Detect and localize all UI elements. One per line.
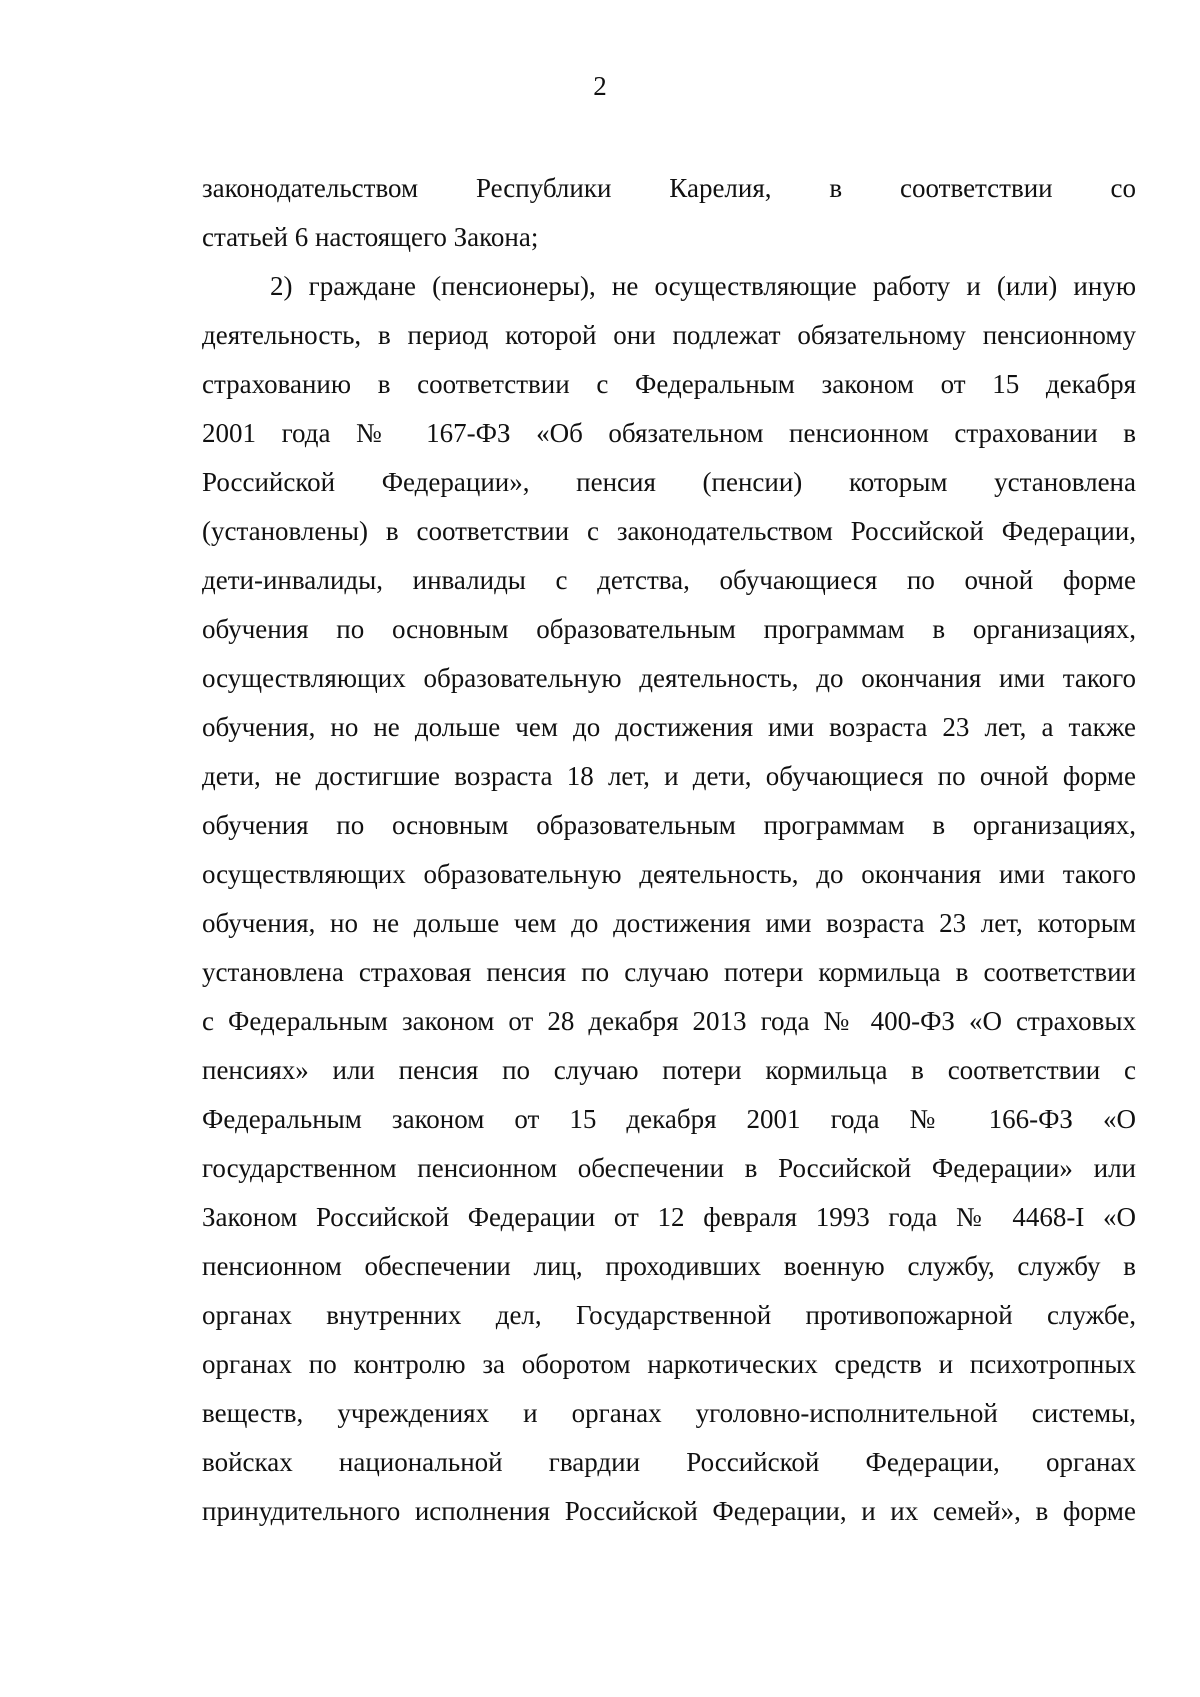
text-line: установлена страховая пенсия по случаю потери кормильца в соответствии [202,957,1136,987]
text-line: Законом Российской Федерации от 12 февраля 1993 года № 4468-I «О [202,1202,1136,1232]
text-line: пенсиях» или пенсия по случаю потери кормильца в соответствии с [202,1055,1136,1085]
text-line: органах по контролю за оборотом наркотических средств и психотропных [202,1349,1136,1379]
text-line: обучения по основным образовательным программам в организациях, [202,810,1136,840]
text-line: Федеральным законом от 15 декабря 2001 года № 166-ФЗ «О [202,1104,1136,1134]
text-line: дети, не достигшие возраста 18 лет, и дети, обучающиеся по очной форме [202,761,1136,791]
text-line: войсках национальной гвардии Российской Федерации, органах [202,1447,1136,1477]
text-line: законодательством Республики Карелия, в соответствии со [202,173,1136,203]
text-line: осуществляющих образовательную деятельность, до окончания ими такого [202,859,1136,889]
text-line: веществ, учреждениях и органах уголовно-исполнительной системы, [202,1398,1136,1428]
text-line: страхованию в соответствии с Федеральным законом от 15 декабря [202,369,1136,399]
text-line: с Федеральным законом от 28 декабря 2013 года № 400-ФЗ «О страховых [202,1006,1136,1036]
text-line: 2001 года № 167-ФЗ «Об обязательном пенсионном страховании в [202,418,1136,448]
text-line: Российской Федерации», пенсия (пенсии) которым установлена [202,467,1136,497]
text-line: статьей 6 настоящего Закона; [202,222,539,252]
text-line: пенсионном обеспечении лиц, проходивших военную службу, службу в [202,1251,1136,1281]
text-line: осуществляющих образовательную деятельность, до окончания ими такого [202,663,1136,693]
text-line: 2) граждане (пенсионеры), не осуществляющие работу и (или) иную [270,271,1136,301]
text-line: обучения, но не дольше чем до достижения ими возраста 23 лет, а также [202,712,1136,742]
text-line: принудительного исполнения Российской Федерации, и их семей», в форме [202,1496,1136,1526]
text-line: органах внутренних дел, Государственной противопожарной службе, [202,1300,1136,1330]
text-line: деятельность, в период которой они подлежат обязательному пенсионному [202,320,1136,350]
text-line: обучения по основным образовательным программам в организациях, [202,614,1136,644]
text-line: (установлены) в соответствии с законодательством Российской Федерации, [202,516,1136,546]
text-line: государственном пенсионном обеспечении в Российской Федерации» или [202,1153,1136,1183]
document-body [202,172,1136,1544]
page-number: 2 [593,71,607,101]
text-line: дети-инвалиды, инвалиды с детства, обучающиеся по очной форме [202,565,1136,595]
text-line: обучения, но не дольше чем до достижения ими возраста 23 лет, которым [202,908,1136,938]
